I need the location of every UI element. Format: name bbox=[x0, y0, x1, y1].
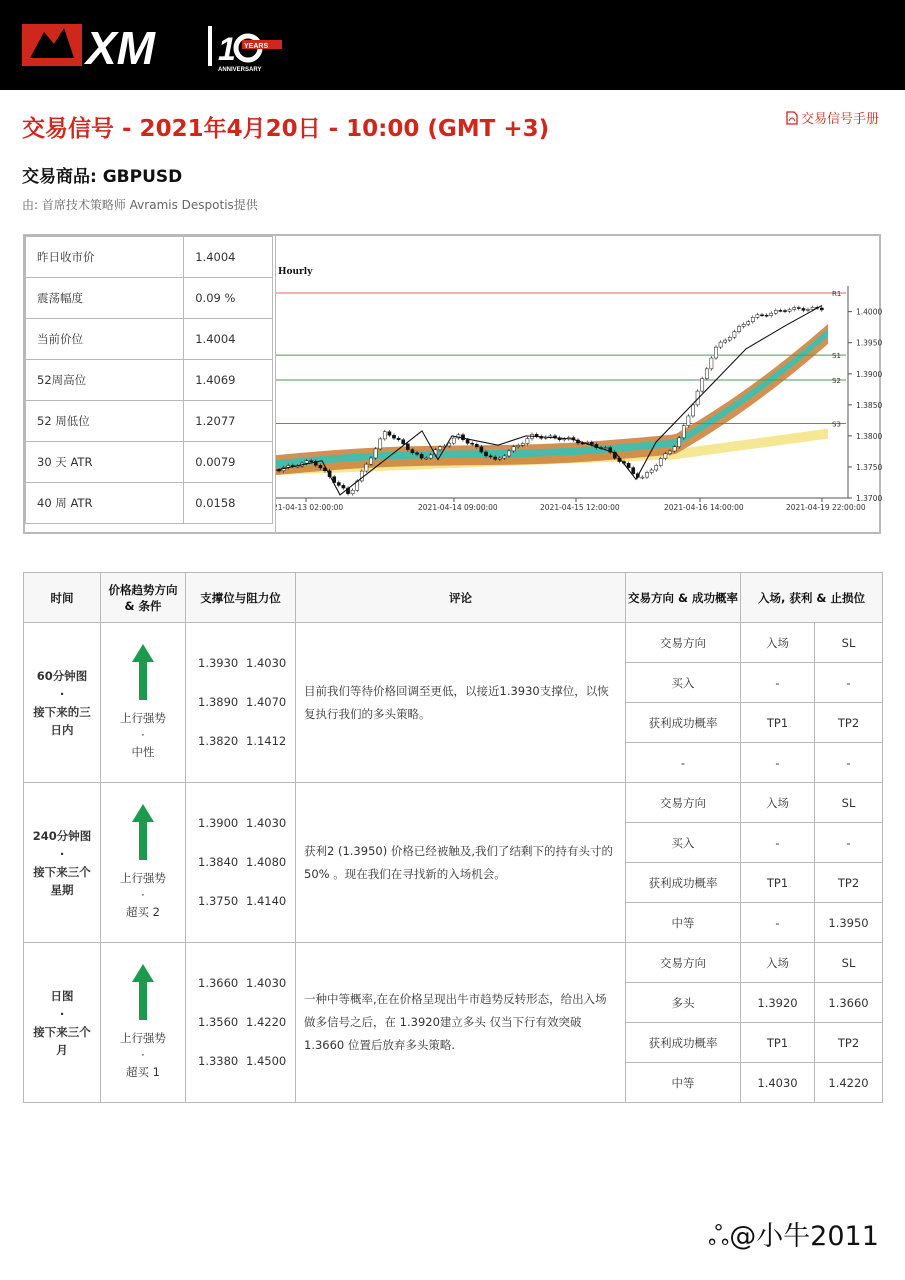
signal-grid-cell: 买入 bbox=[626, 823, 741, 863]
watermark bbox=[708, 1214, 879, 1256]
candle-body bbox=[503, 456, 506, 458]
candle-body bbox=[632, 468, 635, 474]
support-level: 1.3820 bbox=[198, 734, 239, 748]
candle-body bbox=[590, 442, 593, 444]
candle-body bbox=[351, 490, 354, 493]
support-level: 1.3750 bbox=[198, 894, 239, 908]
signal-grid-cell: TP1 bbox=[741, 703, 815, 743]
period-line: 接下来三个 bbox=[33, 1024, 91, 1039]
stat-value: 0.0158 bbox=[184, 483, 273, 524]
signal-grid-cell: TP1 bbox=[741, 863, 815, 903]
trend-line: · bbox=[141, 728, 145, 742]
up-arrow-icon bbox=[132, 964, 154, 1020]
signal-grid-cell: 获利成功概率 bbox=[626, 863, 741, 903]
candle-body bbox=[673, 447, 676, 451]
level-pair bbox=[198, 843, 294, 882]
candle-body bbox=[793, 308, 796, 310]
candle-body bbox=[797, 308, 800, 309]
signal-grid-cell: - bbox=[815, 743, 883, 783]
candle-body bbox=[374, 449, 377, 458]
handbook-link[interactable] bbox=[786, 108, 879, 127]
candle-body bbox=[411, 450, 414, 453]
candle-body bbox=[691, 405, 694, 416]
pdf-icon bbox=[786, 111, 798, 125]
candle-body bbox=[742, 324, 745, 326]
signal-grid-cell: TP2 bbox=[815, 1023, 883, 1063]
candle-body bbox=[415, 453, 418, 454]
support-level: 1.3900 bbox=[198, 816, 239, 830]
signal-grid-cell: 入场 bbox=[741, 623, 815, 663]
candle-body bbox=[664, 454, 667, 459]
table-row bbox=[24, 783, 883, 823]
x-tick-label: 2021-04-14 09:00:00 bbox=[418, 503, 498, 512]
trend-line: 上行强势 bbox=[120, 871, 166, 885]
stat-label: 30 天 ATR bbox=[26, 442, 184, 483]
period-line: · bbox=[59, 1006, 65, 1021]
signal-grid-cell: 入场 bbox=[741, 783, 815, 823]
candle-body bbox=[402, 440, 405, 444]
signal-grid-cell: - bbox=[626, 743, 741, 783]
candle-body bbox=[310, 461, 313, 462]
x-tick-label: 21-04-13 02:00:00 bbox=[276, 503, 344, 512]
up-arrow-icon bbox=[132, 644, 154, 700]
candle-body bbox=[461, 435, 464, 440]
stat-label: 当前价位 bbox=[26, 319, 184, 360]
header-direction: 交易方向 & 成功概率 bbox=[626, 573, 741, 623]
level-pair bbox=[198, 1003, 294, 1042]
candle-body bbox=[604, 448, 607, 449]
stat-value: 1.4004 bbox=[184, 237, 273, 278]
signal-grid-cell: 中等 bbox=[626, 903, 741, 943]
support-level: 1.3380 bbox=[198, 1054, 239, 1068]
candle-body bbox=[779, 310, 782, 311]
candle-body bbox=[765, 315, 768, 316]
levels-cell bbox=[186, 783, 296, 943]
y-tick-label: 1.4000 bbox=[856, 307, 882, 317]
period-cell bbox=[24, 623, 101, 783]
signal-grid-cell: 交易方向 bbox=[626, 783, 741, 823]
stat-row bbox=[26, 360, 273, 401]
stat-label: 52周高位 bbox=[26, 360, 184, 401]
period-line: · bbox=[59, 686, 65, 701]
y-tick-label: 1.3700 bbox=[856, 494, 882, 503]
signal-grid-cell: 获利成功概率 bbox=[626, 1023, 741, 1063]
candle-body bbox=[724, 340, 727, 342]
y-tick-label: 1.3750 bbox=[856, 462, 882, 472]
candle-body bbox=[705, 369, 708, 379]
up-arrow-icon bbox=[132, 804, 154, 860]
stat-value: 1.2077 bbox=[184, 401, 273, 442]
candle-body bbox=[751, 317, 754, 321]
byline: 由: 首席技术策略师 Avramis Despotis提供 bbox=[22, 198, 258, 212]
candle-body bbox=[737, 326, 740, 331]
signal-grid-cell: - bbox=[815, 823, 883, 863]
signal-grid-cell: 交易方向 bbox=[626, 943, 741, 983]
level-label: S3 bbox=[832, 420, 841, 429]
hourly-chart bbox=[275, 236, 882, 532]
candle-body bbox=[770, 313, 773, 315]
candle-body bbox=[319, 465, 322, 468]
svg-text:XM: XM bbox=[86, 22, 155, 74]
candle-body bbox=[507, 451, 510, 456]
stat-row bbox=[26, 483, 273, 524]
level-pair bbox=[198, 644, 294, 683]
signal-grid-cell: 1.3920 bbox=[741, 983, 815, 1023]
candle-body bbox=[756, 315, 759, 318]
trend-line: 上行强势 bbox=[120, 1031, 166, 1045]
candle-body bbox=[484, 452, 487, 456]
candle-body bbox=[475, 444, 478, 447]
level-pair bbox=[198, 683, 294, 722]
product-heading: 交易商品: GBPUSD bbox=[22, 167, 183, 187]
candle-body bbox=[701, 379, 704, 392]
svg-text:YEARS: YEARS bbox=[244, 43, 269, 50]
svg-text:ANNIVERSARY: ANNIVERSARY bbox=[218, 67, 262, 73]
candle-body bbox=[452, 438, 455, 443]
resistance-level: 1.4220 bbox=[246, 1015, 287, 1029]
candle-body bbox=[425, 458, 428, 459]
candle-body bbox=[774, 310, 777, 313]
support-level: 1.3930 bbox=[198, 656, 239, 670]
signal-grid-cell: 1.3660 bbox=[815, 983, 883, 1023]
candle-body bbox=[392, 435, 395, 438]
candle-body bbox=[466, 440, 469, 444]
stat-row bbox=[26, 237, 273, 278]
comment-cell: 一种中等概率,在在价格呈现出牛市趋势反转形态，给出入场做多信号之后，在 1.3920建立多头 仅当下行有效突破 1.3660 位置后放弃多头策略. bbox=[296, 943, 626, 1103]
candle-body bbox=[719, 342, 722, 347]
stat-label: 40 周 ATR bbox=[26, 483, 184, 524]
signal-grid-cell: SL bbox=[815, 623, 883, 663]
signal-grid-cell: SL bbox=[815, 783, 883, 823]
candle-body bbox=[517, 445, 520, 446]
table-header-row bbox=[24, 573, 883, 623]
candle-body bbox=[365, 464, 368, 471]
stat-label: 昨日收市价 bbox=[26, 237, 184, 278]
stat-value: 0.09 % bbox=[184, 278, 273, 319]
candle-body bbox=[783, 311, 786, 312]
candle-body bbox=[655, 465, 658, 470]
period-line: 60分钟图 bbox=[36, 668, 88, 683]
period-line: 日内 bbox=[50, 722, 74, 737]
trend-line: 中性 bbox=[131, 745, 155, 759]
candle-body bbox=[388, 432, 391, 436]
signal-grid-cell: 中等 bbox=[626, 1063, 741, 1103]
trend-line: · bbox=[141, 888, 145, 902]
candle-body bbox=[687, 416, 690, 426]
candle-body bbox=[369, 458, 372, 464]
candle-body bbox=[714, 347, 717, 358]
signal-grid-cell: 多头 bbox=[626, 983, 741, 1023]
signal-grid-cell: 交易方向 bbox=[626, 623, 741, 663]
candle-body bbox=[728, 337, 731, 340]
svg-text:1: 1 bbox=[218, 31, 236, 67]
levels-cell bbox=[186, 943, 296, 1103]
header-entry: 入场, 获利 & 止损位 bbox=[741, 573, 883, 623]
xm-logo bbox=[22, 18, 282, 74]
candle-body bbox=[305, 461, 308, 463]
stat-value: 1.4069 bbox=[184, 360, 273, 401]
handbook-label[interactable]: 交易信号手册 bbox=[801, 112, 880, 127]
candle-body bbox=[448, 443, 451, 446]
period-line: 接下来三个 bbox=[33, 864, 91, 879]
candle-body bbox=[406, 444, 409, 450]
page-title: 交易信号 - 2021年4月20日 - 10:00 (GMT +3) bbox=[22, 116, 550, 142]
level-pair bbox=[198, 882, 294, 921]
candle-body bbox=[360, 471, 363, 481]
candle-body bbox=[429, 455, 432, 458]
signal-grid-cell: - bbox=[741, 823, 815, 863]
candle-body bbox=[659, 458, 662, 465]
resistance-level: 1.4030 bbox=[246, 656, 287, 670]
candle-body bbox=[337, 483, 340, 486]
stat-row bbox=[26, 319, 273, 360]
x-tick-label: 2021-04-19 22:00:00 bbox=[786, 503, 866, 512]
level-pair bbox=[198, 964, 294, 1003]
signal-grid-cell: TP2 bbox=[815, 863, 883, 903]
candle-body bbox=[397, 438, 400, 440]
header-time: 时间 bbox=[24, 573, 101, 623]
candle-body bbox=[668, 451, 671, 454]
stat-label: 震荡幅度 bbox=[26, 278, 184, 319]
stat-row bbox=[26, 278, 273, 319]
period-line: 日图 bbox=[50, 988, 74, 1003]
candle-body bbox=[383, 432, 386, 439]
y-tick-label: 1.3900 bbox=[856, 369, 882, 379]
candle-body bbox=[526, 439, 529, 444]
trend-line: 超买 2 bbox=[126, 905, 160, 919]
level-label: S1 bbox=[832, 352, 841, 361]
support-level: 1.3560 bbox=[198, 1015, 239, 1029]
period-line: 月 bbox=[56, 1042, 68, 1057]
period-line: 星期 bbox=[50, 882, 74, 897]
resistance-level: 1.4030 bbox=[246, 976, 287, 990]
level-pair bbox=[198, 722, 294, 761]
candle-body bbox=[678, 438, 681, 447]
candle-body bbox=[641, 477, 644, 478]
trend-line: 超买 1 bbox=[126, 1065, 160, 1079]
candle-body bbox=[471, 443, 474, 444]
signal-grid-cell: SL bbox=[815, 943, 883, 983]
stat-value: 0.0079 bbox=[184, 442, 273, 483]
period-cell bbox=[24, 943, 101, 1103]
candle-body bbox=[342, 485, 345, 488]
candle-body bbox=[521, 443, 524, 445]
candle-body bbox=[747, 322, 750, 325]
candle-body bbox=[512, 447, 515, 451]
chart-svg bbox=[276, 236, 882, 532]
candle-body bbox=[494, 457, 497, 459]
candle-body bbox=[733, 332, 736, 338]
resistance-level: 1.4140 bbox=[246, 894, 287, 908]
watermark-text: @小牛2011 bbox=[729, 1221, 879, 1252]
resistance-level: 1.4080 bbox=[246, 855, 287, 869]
candle-body bbox=[650, 470, 653, 473]
level-label: S2 bbox=[832, 376, 841, 385]
table-row bbox=[24, 623, 883, 663]
level-pair bbox=[198, 1042, 294, 1081]
resistance-level: 1.1412 bbox=[246, 734, 287, 748]
chart-title: Hourly bbox=[278, 267, 313, 277]
candle-body bbox=[438, 447, 441, 450]
signal-grid-cell: 1.3950 bbox=[815, 903, 883, 943]
level-label: R1 bbox=[832, 290, 842, 298]
level-pair bbox=[198, 804, 294, 843]
y-tick-label: 1.3950 bbox=[856, 338, 882, 348]
candle-body bbox=[811, 307, 814, 309]
y-tick-label: 1.3850 bbox=[856, 400, 882, 410]
trend-cell bbox=[101, 783, 186, 943]
signal-grid-cell: 买入 bbox=[626, 663, 741, 703]
candle-body bbox=[788, 309, 791, 311]
stats-table bbox=[25, 236, 273, 524]
signal-grid-cell: 1.4220 bbox=[815, 1063, 883, 1103]
candle-body bbox=[802, 308, 805, 310]
levels-cell bbox=[186, 623, 296, 783]
candle-body bbox=[480, 447, 483, 452]
x-tick-label: 2021-04-15 12:00:00 bbox=[540, 503, 620, 512]
trend-cell bbox=[101, 623, 186, 783]
stat-value: 1.4004 bbox=[184, 319, 273, 360]
candle-body bbox=[379, 439, 382, 449]
x-tick-label: 2021-04-16 14:00:00 bbox=[664, 503, 744, 512]
candle-body bbox=[420, 454, 423, 458]
candle-body bbox=[645, 473, 648, 478]
candle-body bbox=[806, 309, 809, 310]
header-trend: 价格趋势方向 & 条件 bbox=[101, 573, 186, 623]
signal-grid-cell: - bbox=[741, 903, 815, 943]
resistance-level: 1.4070 bbox=[246, 695, 287, 709]
candle-body bbox=[489, 456, 492, 457]
signal-grid-cell: 入场 bbox=[741, 943, 815, 983]
support-level: 1.3890 bbox=[198, 695, 239, 709]
trend-line: · bbox=[141, 1048, 145, 1062]
signal-grid-cell: 1.4030 bbox=[741, 1063, 815, 1103]
signal-grid-cell: - bbox=[741, 743, 815, 783]
stat-row bbox=[26, 442, 273, 483]
support-level: 1.3660 bbox=[198, 976, 239, 990]
header-levels: 支撑位与阻力位 bbox=[186, 573, 296, 623]
candle-body bbox=[820, 308, 823, 310]
resistance-level: 1.4500 bbox=[246, 1054, 287, 1068]
header-bar bbox=[0, 0, 905, 90]
trend-cell bbox=[101, 943, 186, 1103]
signal-grid-cell: TP2 bbox=[815, 703, 883, 743]
signal-table bbox=[23, 572, 883, 1103]
resistance-level: 1.4030 bbox=[246, 816, 287, 830]
signal-grid-cell: TP1 bbox=[741, 1023, 815, 1063]
stat-label: 52 周低位 bbox=[26, 401, 184, 442]
watermark-icon: ஃ bbox=[708, 1221, 730, 1252]
period-line: 240分钟图 bbox=[32, 828, 92, 843]
candle-body bbox=[710, 358, 713, 369]
candle-body bbox=[682, 426, 685, 438]
comment-cell: 目前我们等待价格回调至更低，以接近1.3930支撑位，以恢复执行我们的多头策略。 bbox=[296, 623, 626, 783]
trend-line: 上行强势 bbox=[120, 711, 166, 725]
support-level: 1.3840 bbox=[198, 855, 239, 869]
table-row bbox=[24, 943, 883, 983]
signal-grid-cell: 获利成功概率 bbox=[626, 703, 741, 743]
period-cell bbox=[24, 783, 101, 943]
period-line: 接下来的三 bbox=[33, 704, 91, 719]
candle-body bbox=[760, 315, 763, 316]
candle-body bbox=[498, 458, 501, 459]
y-tick-label: 1.3800 bbox=[856, 431, 882, 441]
header-comment: 评论 bbox=[296, 573, 626, 623]
comment-cell: 获利2 (1.3950) 价格已经被触及,我们了结剩下的持有头寸的 50% 。现在我们在寻找新的入场机会。 bbox=[296, 783, 626, 943]
period-line: · bbox=[59, 846, 65, 861]
candle-body bbox=[627, 463, 630, 467]
stat-row bbox=[26, 401, 273, 442]
summary-box bbox=[23, 234, 881, 534]
signal-grid-cell: - bbox=[741, 663, 815, 703]
signal-grid-cell: - bbox=[815, 663, 883, 703]
